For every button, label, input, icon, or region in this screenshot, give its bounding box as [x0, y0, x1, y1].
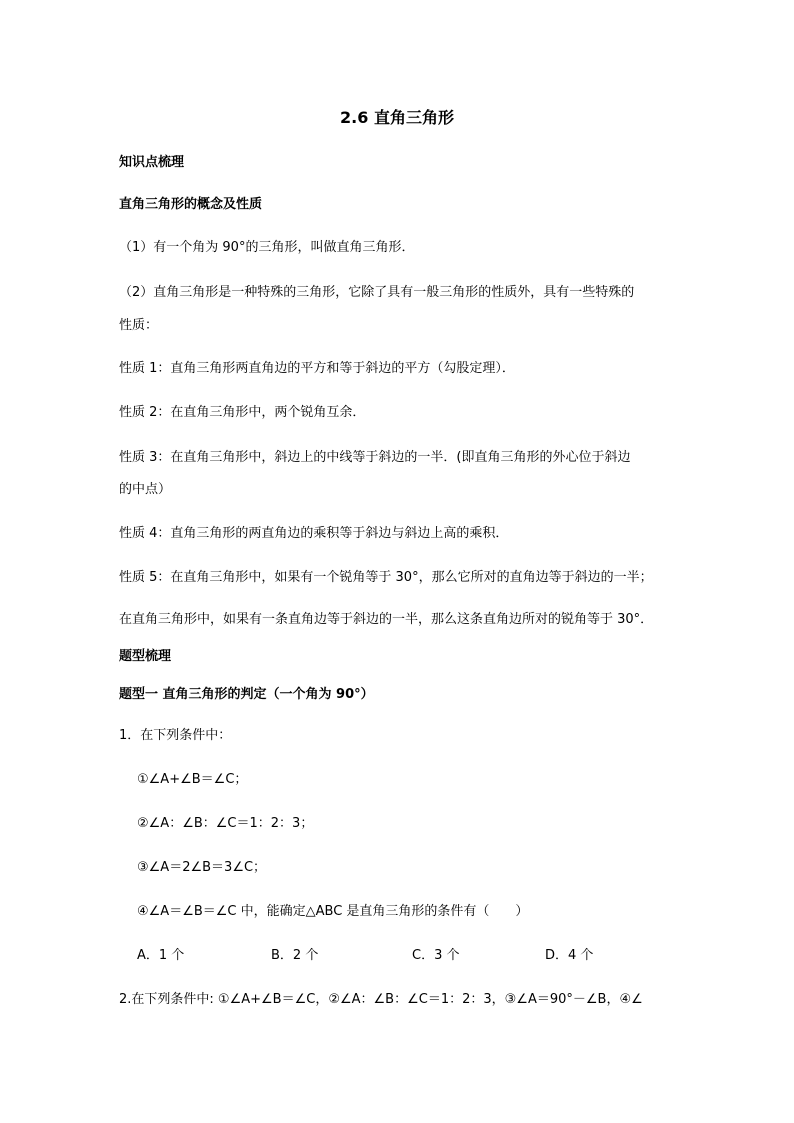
property-5-line2: 在直角三角形中，如果有一条直角边等于斜边的一半，那么这条直角边所对的锐角等于 30°． [119, 612, 654, 627]
q1-condition-3 [137, 858, 266, 878]
condition-4-text: ∠A＝∠B＝∠C 中，能确定△ABC 是直角三角形的条件有（ ） [148, 904, 529, 919]
q1-condition-2 [137, 814, 313, 834]
q1-option-a[interactable]: A．1 个 [137, 948, 185, 963]
property-3-line1: 性质 3：在直角三角形中，斜边上的中线等于斜边的一半．(即直角三角形的外心位于斜边 [119, 450, 631, 465]
circled-number-4: ④ [137, 904, 149, 919]
paragraph-special-line2: 性质： [119, 318, 159, 333]
paragraph-definition: （1）有一个角为 90°的三角形，叫做直角三角形． [119, 240, 415, 255]
section-heading-knowledge: 知识点梳理 [119, 155, 185, 170]
property-3-line2: 的中点） [119, 482, 172, 497]
q1-condition-4 [137, 902, 528, 922]
type1-heading: 题型一 直角三角形的判定（一个角为 90°） [119, 687, 374, 702]
circled-number-3: ③ [137, 860, 149, 875]
question-2-stem: 2.在下列条件中: ①∠A+∠B＝∠C，②∠A：∠B：∠C＝1：2：3，③∠A＝90°－∠B，④∠ [119, 992, 643, 1007]
question-1-stem: 1．在下列条件中： [119, 728, 232, 743]
condition-1-text: ∠A+∠B＝∠C； [148, 772, 248, 787]
condition-3-text: ∠A＝2∠B＝3∠C； [148, 860, 267, 875]
subheading-concept: 直角三角形的概念及性质 [119, 197, 263, 212]
circled-number-2: ② [137, 816, 149, 831]
circled-number-1: ① [137, 772, 149, 787]
section-heading-types: 题型梳理 [119, 649, 172, 664]
page-title: 2.6 直角三角形 [340, 108, 454, 127]
condition-2-text: ∠A：∠B：∠C＝1：2：3； [148, 816, 314, 831]
q1-option-b[interactable]: B．2 个 [271, 948, 319, 963]
q1-option-d[interactable]: D．4 个 [545, 948, 594, 963]
property-1: 性质 1：直角三角形两直角边的平方和等于斜边的平方（勾股定理）． [119, 361, 515, 376]
property-4: 性质 4：直角三角形的两直角边的乘积等于斜边与斜边上高的乘积． [119, 526, 509, 541]
property-2: 性质 2：在直角三角形中，两个锐角互余． [119, 405, 366, 420]
property-5-line1: 性质 5：在直角三角形中，如果有一个锐角等于 30°，那么它所对的直角边等于斜边的一半； [119, 570, 653, 585]
q1-option-c[interactable]: C．3 个 [412, 948, 460, 963]
q1-condition-1 [137, 770, 247, 790]
paragraph-special-line1: （2）直角三角形是一种特殊的三角形，它除了具有一般三角形的性质外，具有一些特殊的 [119, 285, 635, 300]
